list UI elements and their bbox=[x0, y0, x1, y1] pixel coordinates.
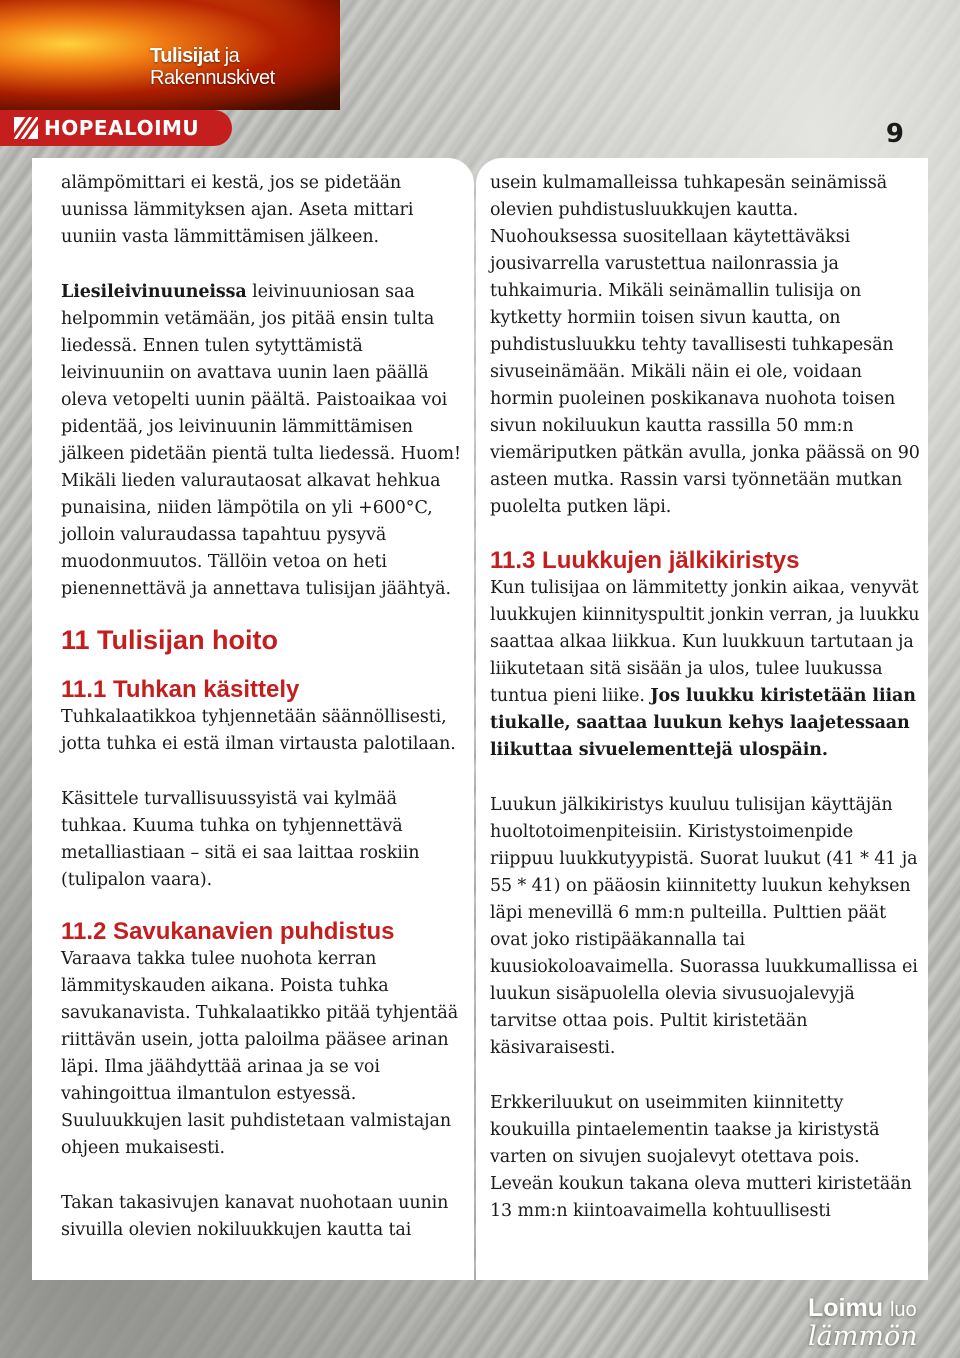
brand-name: Tulisijat bbox=[150, 45, 220, 67]
hopealoimu-badge bbox=[0, 110, 232, 146]
bold-term: Liesileivinuuneissa bbox=[61, 282, 247, 302]
paragraph-tightening: Luukun jälkikiristys kuuluu tulisijan käyttäjän huoltotoimenpiteisiin. Kiristystoimenpide riippuu luukkutyypistä. Suorat luukut (41 * 41 ja 55 * 41) on pääosin kiinnitetty luukun kehyksen läpi menevillä 6 mm:n pulteilla. Pulttien päät ovat joko ristipääkannalla tai kuusiokoloavaimella. Suorassa luukkumallissa ei luukun sisäpuolella olevia sivusuojalevyjä tarvitse ottaa pois. Pultit kiristetään käsivaraisesti. bbox=[490, 795, 918, 1058]
left-column bbox=[61, 170, 465, 1244]
paragraph-cleaning: usein kulmamalleissa tuhkapesän seinämissä olevien puhdistusluukkujen kautta. Nuohouksessa suositellaan käytettäväksi jousivarrella varustettua nailonrassia ja tuhkaimuria. Mikäli seinämallin tulisija on kytketty hormiin toisen sivun kautta, on puhdistusluukku tehty tavallisesti tuhkapesän sivuseinämään. Mikäli näin ei ole, voidaan hormin puoleinen poskikanava nuohota toisen sivun nokiluukun kautta rassilla 50 mm:n viemäriputken pätkän avulla, jonka päässä on 90 asteen mutka. Rassin varsi työnnetään mutkan puolelta putken läpi. bbox=[490, 173, 920, 517]
paragraph-11-1b: Käsittele turvallisuussyistä vai kylmää tuhkaa. Kuuma tuhka on tyhjennettävä metalliastiaan – sitä ei saa laittaa roskiin (tulipalon vaara). bbox=[61, 789, 420, 890]
paragraph-text: Kun tulisijaa on lämmitetty jonkin aikaa, venyvät luukkujen kiinnityspultit jonkin verran, ja luukku saattaa alkaa liikkua. Kun luukkuun tartutaan ja liikutetaan sitä sisään ja ulos, tulee luukussa tuntua pieni liike. bbox=[490, 578, 920, 706]
brand-logo-top bbox=[150, 46, 275, 88]
paragraph-erkkeri: Erkkeriluukut on useimmiten kiinnitetty koukuilla pintaelementin taakse ja kiristystä varten on sivujen suojalevyt otettava pois. Leveän koukun takana oleva mutteri kiristetään 13 mm:n kiintoavaimella kohtuullisesti bbox=[490, 1093, 912, 1221]
subsection-heading-11-2: 11.2 Savukanavien puhdistus bbox=[61, 918, 395, 945]
brand-ja: ja bbox=[224, 45, 240, 67]
subsection-heading-11-1: 11.1 Tuhkan käsittely bbox=[61, 676, 300, 703]
footer-brand-word: Loimu bbox=[808, 1294, 883, 1322]
footer-brand-line2: lämmön bbox=[808, 1321, 918, 1352]
paragraph-11-3 bbox=[490, 575, 920, 764]
paragraph-liesileivinuuni bbox=[61, 279, 465, 603]
paragraph-thermometer: alämpömittari ei kestä, jos se pidetään uunissa lämmityksen ajan. Aseta mittari uuniin vasta lämmittämisen jälkeen. bbox=[61, 173, 414, 247]
paragraph-11-2a: Varaava takka tulee nuohota kerran lämmityskauden aikana. Poista tuhka savukanavista. Tuhkalaatikko pitää tyhjentää riittävän usein, jotta paloilma pääsee arinan läpi. Ilma jäähdyttää arinaa ja se voi vahingoittua ilmantulon estyessä. Suuluukkujen lasit puhdistetaan valmistajan ohjeen mukaisesti. bbox=[61, 949, 459, 1158]
footer-brand-luo: luo bbox=[889, 1299, 917, 1321]
subsection-heading-11-3: 11.3 Luukkujen jälkikiristys bbox=[490, 547, 800, 574]
badge-text: HOPEALOIMU bbox=[44, 116, 200, 140]
hopealoimu-logo-icon bbox=[14, 117, 38, 139]
paragraph-text: leivinuuniosan saa helpommin vetämään, jos pitää ensin tulta liedessä. Ennen tulen sytyttämistä leivinuuniin on avattava uunin laen päällä oleva vetopelti uunin päältä. Paistoaikaa voi pidentää, jos leivinuunin lämmittämisen jälkeen pidetään pientä tulta liedessä. Huom! Mikäli lieden valurautaosat alkavat hehkua punaisina, niiden lämpötila on yli +600°C, jolloin valuraudassa tapahtuu pysyvä muodonmuutos. Tällöin vetoa on heti pienennettävä ja annettava tulisijan jäähtyä. bbox=[61, 282, 461, 599]
brand-logo-bottom bbox=[808, 1296, 930, 1350]
right-column bbox=[490, 170, 920, 1225]
page-number: 9 bbox=[885, 119, 904, 149]
section-heading-11: 11 Tulisijan hoito bbox=[61, 625, 279, 655]
bold-warning: Jos luukku kiristetään liian tiukalle, saattaa luukun kehys laajetessaan liikuttaa sivuelementtejä ulospäin. bbox=[490, 686, 916, 760]
paragraph-11-2b: Takan takasivujen kanavat nuohotaan uunin sivuilla olevien nokiluukkujen kautta tai bbox=[61, 1193, 449, 1240]
brand-subname: Rakennuskivet bbox=[150, 67, 275, 89]
paragraph-11-1a: Tuhkalaatikkoa tyhjennetään säännöllisesti, jotta tuhka ei estä ilman virtausta palotilaan. bbox=[61, 707, 456, 754]
